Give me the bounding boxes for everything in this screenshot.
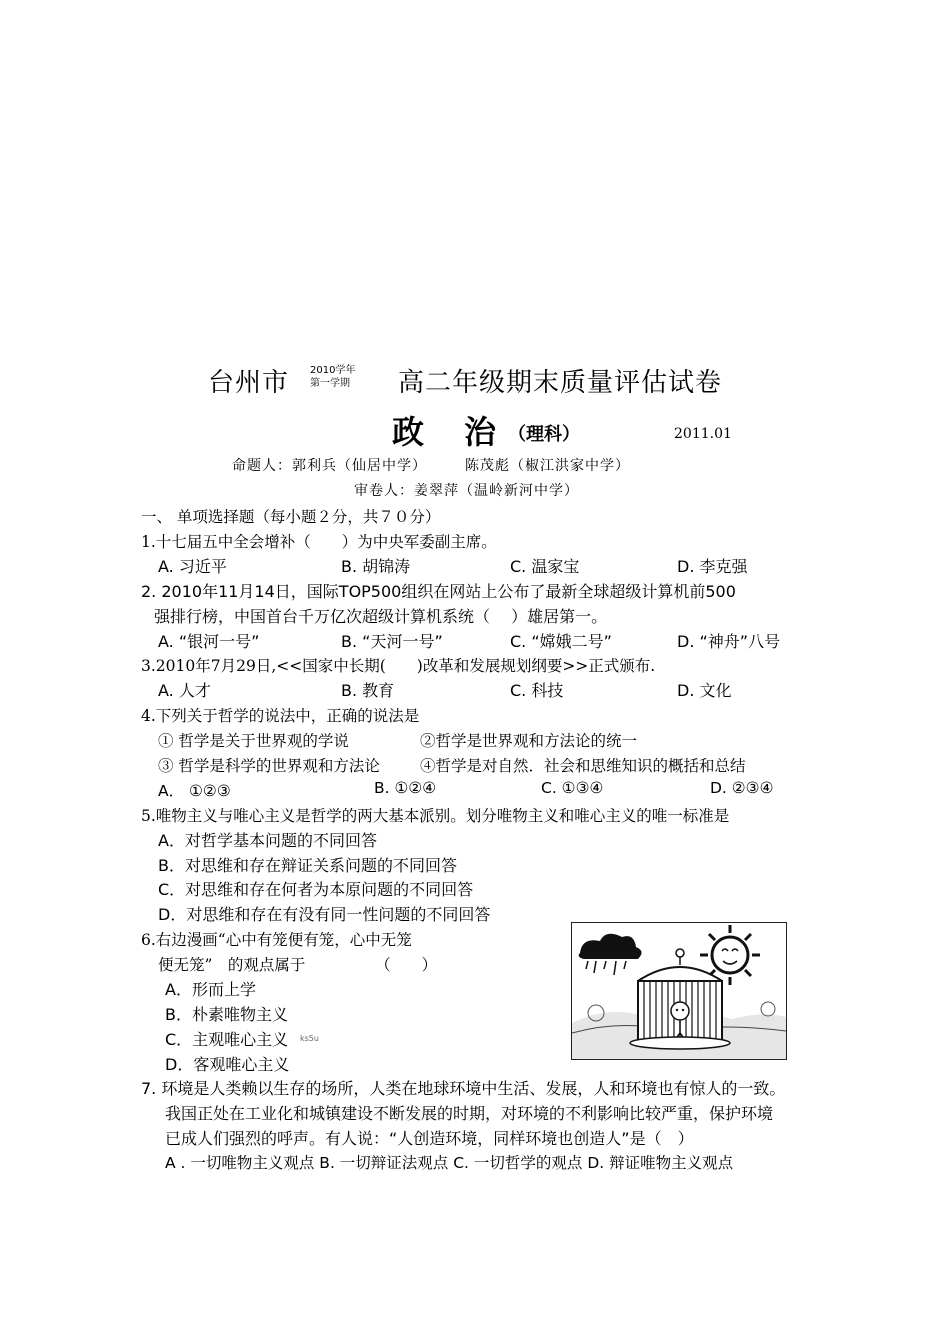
q1-option-b: B. 胡锦涛 <box>341 557 411 576</box>
q2-option-b: B. “天河一号” <box>341 632 443 651</box>
q1-option-d: D. 李克强 <box>677 557 748 576</box>
q5-stem: 5.唯物主义与唯心主义是哲学的两大基本派别。划分唯物主义和唯心主义的唯一标准是 <box>141 807 730 825</box>
school-year: 2010学年 <box>310 365 356 376</box>
q2-option-a: A. “银河一号” <box>158 632 260 651</box>
subject-note: （理科） <box>508 424 580 445</box>
q5-option-d: D．对思维和存在有没有同一性问题的不同回答 <box>158 905 491 924</box>
q6-option-b: B．朴素唯物主义 <box>165 1005 288 1024</box>
q3-option-b: B. 教育 <box>341 681 395 700</box>
subject-title: 政 治 <box>392 413 501 451</box>
school-term: 第一学期 <box>310 378 350 389</box>
q6-option-d: D．客观唯心主义 <box>165 1055 290 1074</box>
q3-stem: 3.2010年7月29日,<<国家中长期( )改革和发展规划纲要>>正式颁布. <box>141 657 656 675</box>
q5-option-a: A．对哲学基本问题的不同回答 <box>158 831 377 850</box>
q1-option-a: A. 习近平 <box>158 557 227 576</box>
q4-option-d: D. ②③④ <box>710 779 774 797</box>
q2-option-c: C. “嫦娥二号” <box>510 632 612 651</box>
q4-statement-4: ④哲学是对自然．社会和思维知识的概括和总结 <box>420 757 746 775</box>
exam-date: 2011.01 <box>674 426 732 442</box>
q4-option-a: A． ①②③ <box>158 782 231 800</box>
q1-stem: 1.十七届五中全会增补（ ）为中央军委副主席。 <box>141 533 497 551</box>
q4-statement-2: ②哲学是世界观和方法论的统一 <box>420 732 638 750</box>
q5-option-c: C．对思维和存在何者为本原问题的不同回答 <box>158 880 474 899</box>
q2-option-d: D. “神舟”八号 <box>677 632 781 651</box>
birdcage-cartoon-image <box>572 923 786 1059</box>
exam-reviewer: 审卷人：姜翠萍（温岭新河中学） <box>354 483 579 499</box>
section-heading: 一、 单项选择题（每小题２分，共７０分） <box>141 508 441 526</box>
cartoon-illustration <box>571 922 787 1060</box>
q5-option-b: B．对思维和存在辩证关系问题的不同回答 <box>158 856 457 875</box>
q6-option-c: C．主观唯心主义 <box>165 1030 289 1049</box>
watermark-mark: ks5u <box>300 1034 319 1043</box>
q3-option-d: D. 文化 <box>677 681 732 700</box>
q2-stem-line1: 2. 2010年11月14日，国际TOP500组织在网站上公布了最新全球超级计算机前500 <box>141 582 736 601</box>
exam-authors: 命题人：郭利兵（仙居中学） 陈茂彪（椒江洪家中学） <box>232 458 630 474</box>
q7-stem-line3: 已成人们强烈的呼声。有人说：“人创造环境，同样环境也创造人”是（ ） <box>165 1129 694 1148</box>
q7-stem-line1: 7. 环境是人类赖以生存的场所，人类在地球环境中生活、发展，人和环境也有惊人的一致。 <box>141 1079 786 1098</box>
q2-stem-line2: 强排行榜，中国首台千万亿次超级计算机系统（ ）雄居第一。 <box>154 607 608 626</box>
q4-statement-1: ① 哲学是关于世界观的学说 <box>158 732 349 750</box>
q6-option-a: A．形而上学 <box>165 980 256 999</box>
q3-option-c: C. 科技 <box>510 681 564 700</box>
q1-option-c: C. 温家宝 <box>510 557 580 576</box>
q4-statement-3: ③ 哲学是科学的世界观和方法论 <box>158 757 380 775</box>
q6-stem-line2: 便无笼” 的观点属于 （ ） <box>158 956 438 974</box>
q4-stem: 4.下列关于哲学的说法中，正确的说法是 <box>141 707 420 725</box>
q4-option-b: B. ①②④ <box>374 779 437 797</box>
q4-option-c: C. ①③④ <box>541 779 604 797</box>
q3-option-a: A. 人才 <box>158 681 211 700</box>
q6-stem-line1: 6.右边漫画“心中有笼便有笼，心中无笼 <box>141 931 412 949</box>
q7-stem-line2: 我国正处在工业化和城镇建设不断发展的时期，对环境的不利影响比较严重，保护环境 <box>165 1104 774 1123</box>
q7-options: A . 一切唯物主义观点 B. 一切辩证法观点 C. 一切哲学的观点 D. 辩证唯物主义观点 <box>165 1154 734 1172</box>
exam-title: 高二年级期末质量评估试卷 <box>398 368 723 398</box>
city-name: 台州市 <box>208 368 290 398</box>
